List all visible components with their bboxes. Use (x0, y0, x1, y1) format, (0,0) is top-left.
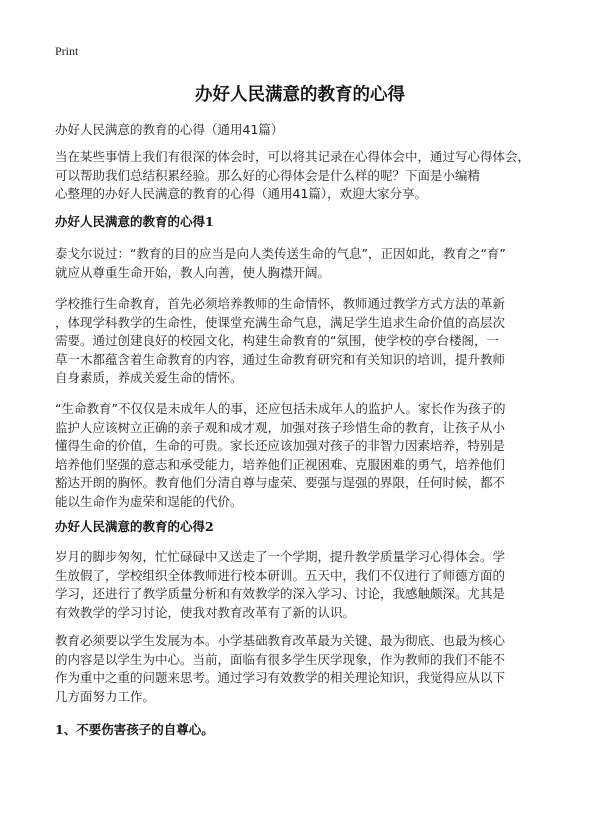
section-heading-1: 办好人民满意的教育的心得1 (55, 214, 214, 229)
text-line: 监护人应该树立正确的亲子观和成才观，加强对孩子珍惜生命的教育，让孩子从小 (55, 419, 506, 435)
text-line: 生放假了，学校组织全体教师进行校本研训。五天中，我们不仅进行了师德方面的 (55, 567, 506, 583)
text-line: 学校推行生命教育，首先必须培养教师的生命情怀，教师通过教学方式方法的革新 (55, 296, 506, 311)
text-line: 学习，还进行了教学质量分析和有效教学的深入学习、讨论，我感触颇深。尤其是 (55, 586, 506, 601)
text-line: 教育必须要以学生发展为本。小学基础教育改革最为关键、最为彻底、也最为核心 (55, 633, 506, 648)
text-line: 作为重中之重的问题来思考。通过学习有效教学的相关理论知识，我觉得应从以下 (55, 670, 506, 685)
section1-paragraph-2 (55, 295, 545, 388)
section2-paragraph-2 (55, 632, 545, 706)
text-line: 可以帮助我们总结积累经验。那么好的心得体会是什么样的呢？下面是小编精 (55, 167, 481, 183)
text-line: 自身素质，养成关爱生命的情怀。 (55, 370, 243, 385)
text-line: ，体现学科教学的生命性，使课堂充满生命气息，满足学生追求生命价值的高层次 (55, 314, 506, 330)
text-line: 培养他们坚强的意志和承受能力，培养他们正视困难、克服困难的勇气，培养他们 (55, 456, 506, 472)
text-line: 能以生命作为虚荣和逞能的代价。 (55, 493, 243, 509)
text-line: “生命教育”不仅仅是未成年人的事，还应包括未成年人的监护人。家长作为孩子的 (55, 401, 506, 416)
text-line: 就应从尊重生命开始，教人向善，使人胸襟开阔。 (55, 264, 331, 280)
text-line: 有效教学的学习讨论，使我对教育改革有了新的认识。 (55, 604, 356, 620)
text-line: 心整理的办好人民满意的教育的心得（通用41篇），欢迎大家分享。 (55, 186, 428, 201)
subtitle: 办好人民满意的教育的心得（通用41篇） (55, 122, 284, 137)
text-line: 的内容是以学生为中心。当前，面临有很多学生厌学现象，作为教师的我们不能不 (55, 651, 506, 667)
page-title: 办好人民满意的教育的心得 (195, 85, 405, 105)
text-line: 当在某些事情上我们有很深的体会时，可以将其记录在心得体会中，通过写心得体会， (55, 149, 531, 164)
text-line: 豁达开朗的胸怀。教育他们分清自尊与虚荣、要强与逞强的界限，任何时候，都不 (55, 475, 506, 490)
text-line: 需要。通过创建良好的校园文化，构建生命教育的“氛围，使学校的亭台楼阁，一 (55, 333, 499, 348)
section1-paragraph-1 (55, 245, 545, 282)
text-line: 几方面努力工作。 (55, 688, 156, 704)
print-link[interactable]: Print (55, 44, 79, 58)
section-heading-2: 办好人民满意的教育的心得2 (55, 519, 214, 534)
text-line: 草一木都蕴含着生命教育的内容，通过生命教育研究和有关知识的培训，提升教师 (55, 351, 506, 367)
section2-paragraph-1 (55, 548, 545, 622)
section1-paragraph-3 (55, 400, 545, 511)
text-line: 懂得生命的价值，生命的可贵。家长还应该加强对孩子的非智力因素培养，特别是 (55, 438, 506, 453)
text-line: 泰戈尔说过：“教育的目的应当是向人类传送生命的气息”，正因如此，教育之“育” (55, 246, 506, 261)
intro-paragraph (55, 148, 545, 204)
text-line: 岁月的脚步匆匆，忙忙碌碌中又送走了一个学期，提升教学质量学习心得体会。学 (55, 549, 506, 564)
point-heading-1: 1、不要伤害孩子的自尊心。 (55, 722, 214, 737)
